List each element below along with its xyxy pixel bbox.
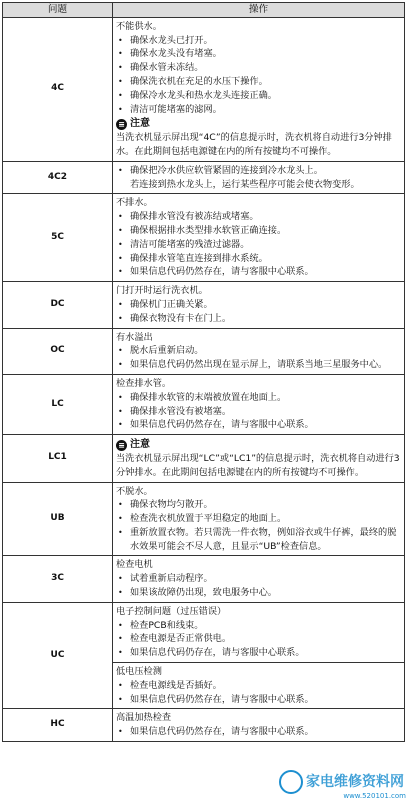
list-item: • 重新放置衣物。若只需洗一件衣物，例如浴衣或牛仔裤，最终的脱水效果可能会不尽人意，且显示“UB”检查信息。: [116, 526, 401, 554]
header-problem: 问题: [3, 3, 113, 18]
row-lead: 不能供水。: [116, 20, 162, 32]
row-lead: 检查排水管。: [116, 377, 172, 389]
error-code: 4C: [3, 17, 113, 161]
watermark-url: www.520101.com: [343, 792, 406, 800]
list-item: • 确保把冷水供应软管紧固的连接到冷水龙头上。: [116, 164, 401, 178]
list-item: • 如果信息代码仍然存在，请与客服中心联系。: [116, 418, 401, 432]
table-row: [3, 602, 405, 709]
action-cell: [113, 282, 405, 328]
list-item: • 确保水龙头已打开。: [116, 34, 401, 48]
table-row: [3, 435, 405, 482]
error-code: 4C2: [3, 161, 113, 194]
row-lead: 电子控制问题（过压错误）: [116, 605, 227, 617]
action-list: [116, 498, 401, 553]
action-list: [116, 679, 401, 707]
list-item: • 清洁可能堵塞的残渣过滤器。: [116, 238, 401, 252]
row-lead: 不排水。: [116, 197, 153, 209]
list-item: • 确保水龙头没有堵塞。: [116, 47, 401, 61]
list-item: • 检查PCB和线束。: [116, 619, 401, 633]
action-cell: [113, 602, 405, 709]
error-code: OC: [3, 328, 113, 374]
error-code: LC: [3, 374, 113, 434]
list-item: • 确保衣物均匀散开。: [116, 498, 401, 512]
action-segment: [113, 662, 404, 708]
action-list: [116, 391, 401, 432]
list-item: • 确保衣物没有卡在门上。: [116, 312, 401, 326]
list-item: • 确保水管未冻结。: [116, 61, 401, 75]
row-lead: 检查电机: [116, 559, 153, 571]
error-code-table: [2, 2, 405, 742]
table-row: [3, 328, 405, 374]
error-code: DC: [3, 282, 113, 328]
note-heading: [116, 117, 401, 131]
action-list: [116, 210, 401, 279]
list-item: • 检查电源线是否插好。: [116, 679, 401, 693]
action-cell: [113, 328, 405, 374]
list-item: • 如果信息代码仍存在，请与客服中心联系。: [116, 646, 401, 660]
row-lead: 高温加热检查: [116, 712, 172, 724]
table-row: [3, 282, 405, 328]
note-title: 注意: [130, 439, 150, 451]
error-code: 5C: [3, 194, 113, 282]
row-lead: 低电压检测: [116, 666, 162, 678]
list-item: • 清洁可能堵塞的滤网。: [116, 103, 401, 117]
watermark-text: 家电维修资料网: [306, 773, 404, 790]
list-item: • 如果该故障仍出现，致电服务中心。: [116, 586, 401, 600]
list-item: • 如果信息代码仍然存在，请与客服中心联系。: [116, 725, 401, 739]
error-code: UC: [3, 602, 113, 709]
row-lead: 有水溢出: [116, 331, 153, 343]
list-item: • 确保冷水龙头和热水龙头连接正确。: [116, 89, 401, 103]
row-lead: 不脱水。: [116, 485, 153, 497]
table-row: [3, 17, 405, 161]
action-cell: [113, 161, 405, 194]
action-cell: [113, 435, 405, 482]
action-segment: [113, 603, 404, 662]
action-list: [116, 725, 401, 739]
table-row: [3, 374, 405, 434]
list-item: • 检查洗衣机放置于平坦稳定的地面上。: [116, 512, 401, 526]
error-code: 3C: [3, 556, 113, 602]
note-text: 当洗衣机显示屏出现“4C”的信息提示时，洗衣机将自动进行3分钟排水。在此期间包括电源键在内的所有按键均不可操作。: [116, 132, 392, 157]
action-cell: [113, 556, 405, 602]
action-list: [116, 344, 401, 372]
action-cell: [113, 17, 405, 161]
table-row: [3, 194, 405, 282]
table-row: [3, 482, 405, 556]
row-lead: 门打开时运行洗衣机。: [116, 285, 208, 297]
table-row: [3, 556, 405, 602]
note-text: 当洗衣机显示屏出现“LC”或“LC1”的信息提示时，洗衣机将自动进行3分钟排水。在此期间包括电源键在内的所有按键均不可操作。: [116, 452, 400, 478]
action-cell: [113, 709, 405, 742]
list-item: • 确保排水管没有被冻结或堵塞。: [116, 210, 401, 224]
action-cell: [113, 482, 405, 556]
note-heading: [116, 438, 401, 452]
action-list: [116, 572, 401, 600]
list-item: • 确保排水软管的末端被放置在地面上。: [116, 391, 401, 405]
header-action: 操作: [113, 3, 405, 18]
note-icon: ≡: [116, 440, 127, 451]
list-item: • 确保洗衣机在充足的水压下操作。: [116, 75, 401, 89]
watermark-logo-icon: [279, 770, 303, 794]
action-list: [116, 164, 401, 178]
list-item: • 如果信息代码仍然存在，请与客服中心联系。: [116, 693, 401, 707]
list-item: • 确保排水管没有被堵塞。: [116, 405, 401, 419]
list-item: • 试着重新启动程序。: [116, 572, 401, 586]
list-item: • 确保排水管笔直连接到排水系统。: [116, 252, 401, 266]
action-cell: [113, 374, 405, 434]
list-item: • 确保根据排水类型排水软管正确连接。: [116, 224, 401, 238]
note-title: 注意: [130, 118, 150, 130]
list-item: • 如果信息代码仍然出现在显示屏上，请联系当地三星服务中心。: [116, 358, 401, 372]
table-row: [3, 709, 405, 742]
error-code: UB: [3, 482, 113, 556]
list-item: • 如果信息代码仍然存在，请与客服中心联系。: [116, 265, 401, 279]
table-row: [3, 161, 405, 194]
action-cell: [113, 194, 405, 282]
action-list: [116, 619, 401, 660]
error-code: HC: [3, 709, 113, 742]
list-item: • 脱水后重新启动。: [116, 344, 401, 358]
table-header: [3, 3, 405, 18]
note-icon: ≡: [116, 119, 127, 130]
list-item: • 检查电源是否正常供电。: [116, 632, 401, 646]
row-extra: 若连接到热水龙头上，运行某些程序可能会使衣物变形。: [130, 178, 360, 190]
action-list: [116, 34, 401, 117]
action-list: [116, 298, 401, 326]
error-code: LC1: [3, 435, 113, 482]
list-item: • 确保机门正确关紧。: [116, 298, 401, 312]
